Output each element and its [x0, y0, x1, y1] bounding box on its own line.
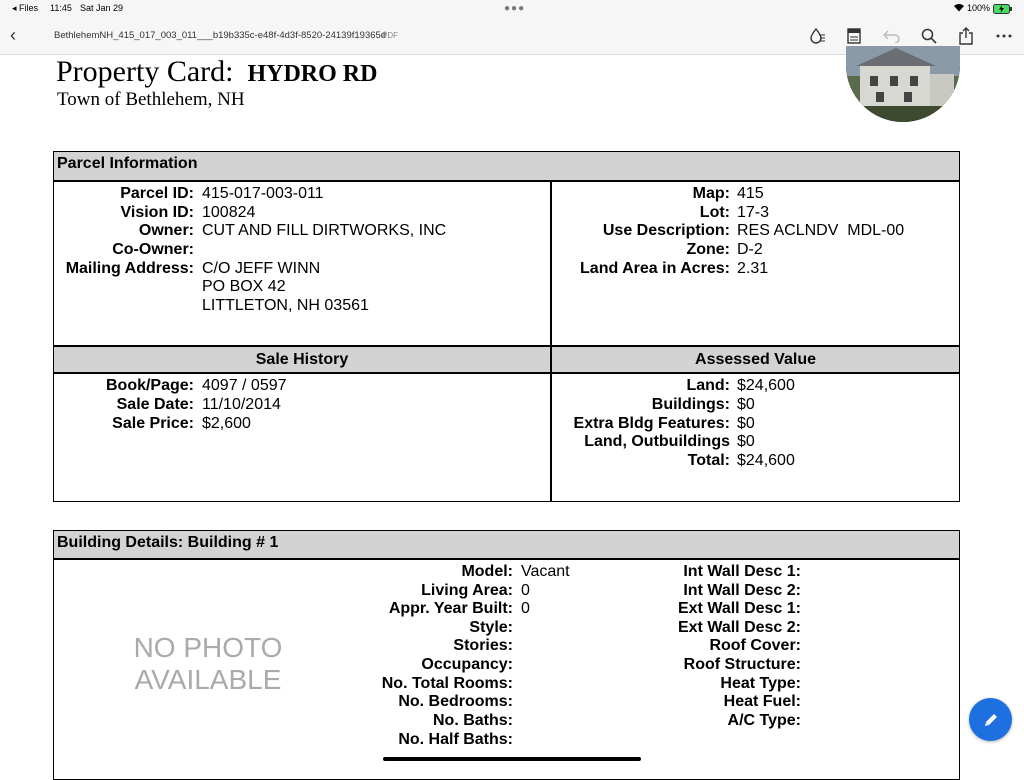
model-label: Model: — [461, 563, 513, 580]
page-title — [56, 55, 377, 89]
model-value: Vacant — [521, 563, 570, 580]
int-wall-desc-1-label: Int Wall Desc 1: — [683, 563, 801, 580]
ext-wall-desc-2-label: Ext Wall Desc 2: — [677, 619, 801, 636]
half-baths-label: No. Half Baths: — [398, 731, 513, 748]
ac-type-label: A/C Type: — [727, 712, 801, 729]
back-to-files-link[interactable]: ◂ Files — [12, 3, 39, 13]
living-area-label: Living Area: — [421, 582, 513, 599]
extra-bldg-features-value: $0 — [737, 415, 755, 432]
mailing-address-line-2: PO BOX 42 — [202, 278, 286, 295]
sale-date-label: Sale Date: — [116, 396, 194, 413]
no-photo-line-2: AVAILABLE — [134, 664, 282, 695]
land-area-value: 2.31 — [737, 260, 769, 277]
roof-structure-label: Roof Structure: — [683, 656, 801, 673]
search-icon[interactable] — [919, 26, 939, 46]
building-details-heading: Building Details: Building # 1 — [54, 531, 959, 560]
owner-label: Owner: — [138, 222, 194, 239]
battery-icon — [993, 4, 1013, 16]
year-built-value: 0 — [521, 600, 530, 617]
sale-price-label: Sale Price: — [112, 415, 194, 432]
map-value: 415 — [737, 185, 764, 202]
property-photo — [846, 46, 960, 122]
land-area-label: Land Area in Acres: — [580, 260, 730, 277]
lot-value: 17-3 — [737, 204, 770, 221]
parcel-info-heading: Parcel Information — [54, 152, 959, 182]
book-page-value: 4097 / 0597 — [202, 377, 287, 394]
bedrooms-label: No. Bedrooms: — [398, 693, 513, 710]
markup-icon[interactable] — [807, 26, 827, 46]
street-name: HYDRO RD — [247, 61, 378, 87]
status-date: Sat Jan 29 — [80, 3, 124, 13]
status-time: 11:45 — [50, 3, 72, 13]
column-divider — [550, 181, 552, 502]
file-name: BethlehemNH_415_017_003_011___b19b335c-e48f-4d3f-8520-24139f19365d — [54, 30, 387, 41]
battery-percent: 100% — [967, 3, 991, 13]
parcel-id-label: Parcel ID: — [120, 185, 194, 202]
int-wall-desc-2-label: Int Wall Desc 2: — [683, 582, 801, 599]
back-chevron-icon[interactable]: ‹ — [10, 25, 16, 45]
roof-cover-label: Roof Cover: — [709, 637, 801, 654]
zone-value: D-2 — [737, 241, 763, 258]
undo-icon[interactable] — [882, 26, 902, 46]
vision-id-value: 100824 — [202, 204, 256, 221]
co-owner-label: Co-Owner: — [112, 241, 194, 258]
pencil-icon — [982, 711, 1000, 729]
ext-wall-desc-1-label: Ext Wall Desc 1: — [677, 600, 801, 617]
assessed-value-heading: Assessed Value — [552, 345, 959, 374]
use-description-value: RES ACLNDV MDL-00 — [737, 222, 905, 239]
baths-label: No. Baths: — [433, 712, 513, 729]
no-photo-line-1: NO PHOTO — [133, 632, 283, 663]
style-label: Style: — [469, 619, 513, 636]
sale-price-value: $2,600 — [202, 415, 251, 432]
stories-label: Stories: — [453, 637, 513, 654]
living-area-value: 0 — [521, 582, 530, 599]
file-type: PDF — [382, 31, 398, 40]
title-label: Property Card: — [56, 55, 234, 88]
edit-pencil-button[interactable] — [969, 698, 1012, 741]
multitasking-dots-icon[interactable]: ●●● — [504, 3, 526, 14]
extra-bldg-features-label: Extra Bldg Features: — [573, 415, 730, 432]
lot-label: Lot: — [699, 204, 730, 221]
book-page-label: Book/Page: — [105, 377, 194, 394]
land-outbuildings-label: Land, Outbuildings — [584, 433, 730, 450]
mailing-address-label: Mailing Address: — [65, 260, 194, 277]
sale-history-heading: Sale History — [54, 345, 550, 374]
total-rooms-label: No. Total Rooms: — [381, 675, 513, 692]
heat-fuel-label: Heat Fuel: — [723, 693, 801, 710]
assessed-total-label: Total: — [687, 452, 730, 469]
sale-date-value: 11/10/2014 — [202, 396, 281, 413]
mailing-address-line-3: LITTLETON, NH 03561 — [202, 297, 369, 314]
assessed-land-label: Land: — [686, 377, 730, 394]
year-built-label: Appr. Year Built: — [388, 600, 513, 617]
zone-label: Zone: — [686, 241, 730, 258]
home-indicator[interactable] — [383, 757, 641, 761]
document-layout-icon[interactable] — [844, 26, 864, 46]
land-outbuildings-value: $0 — [737, 433, 755, 450]
vision-id-label: Vision ID: — [120, 204, 194, 221]
occupancy-label: Occupancy: — [421, 656, 513, 673]
heat-type-label: Heat Type: — [720, 675, 801, 692]
map-label: Map: — [692, 185, 730, 202]
assessed-buildings-label: Buildings: — [651, 396, 730, 413]
use-description-label: Use Description: — [602, 222, 730, 239]
owner-value: CUT AND FILL DIRTWORKS, INC — [202, 222, 447, 239]
mailing-address-line-1: C/O JEFF WINN — [202, 260, 321, 277]
assessed-land-value: $24,600 — [737, 377, 795, 394]
assessed-buildings-value: $0 — [737, 396, 755, 413]
parcel-id-value: 415-017-003-011 — [202, 185, 324, 202]
share-icon[interactable] — [956, 26, 976, 46]
more-options-icon[interactable] — [994, 26, 1014, 46]
no-photo-placeholder — [132, 632, 284, 696]
wifi-icon — [953, 3, 965, 14]
assessed-total-value: $24,600 — [737, 452, 795, 469]
status-bar — [0, 0, 1024, 18]
town-name: Town of Bethlehem, NH — [57, 89, 245, 110]
